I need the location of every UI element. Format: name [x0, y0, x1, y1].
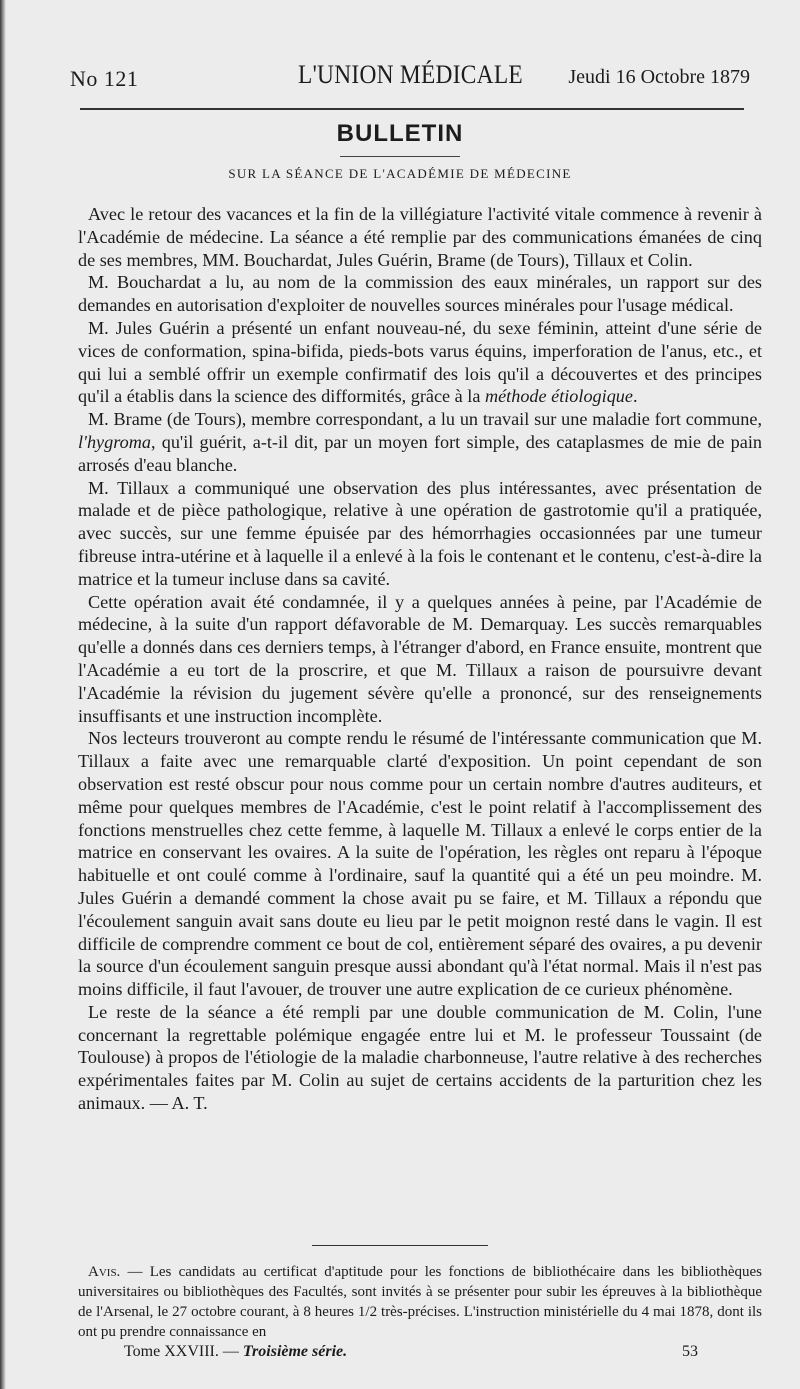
italic-term: l'hygroma	[78, 431, 151, 452]
journal-title: L'UNION MÉDICALE	[298, 60, 523, 89]
notice-lead: Avis.	[88, 1264, 121, 1280]
italic-term: méthode étiologique	[484, 386, 633, 407]
paragraph: M. Bouchardat a lu, au nom de la commission des eaux minérales, un rapport sur des demandes en autorisation d'exploiter de nouvelles sources minérales pour l'usage médical.	[78, 272, 762, 316]
paragraph: M. Brame (de Tours), membre correspondant, a lu un travail sur une maladie fort commune, l'hygroma, qu'il guérit, a-t-il dit, par un moyen fort simple, des cataplasmes de mie de pain arrosés d'eau blanche.	[78, 409, 762, 475]
title-rule	[340, 156, 460, 157]
section-subtitle: SUR LA SÉANCE DE L'ACADÉMIE DE MÉDECINE	[228, 166, 572, 181]
notice-rule	[312, 1245, 488, 1246]
paragraph: M. Tillaux a communiqué une observation des plus intéressantes, avec présentation de malade et de pièce pathologique, relative à une opération de gastrotomie qu'il a pratiquée, avec succès, sur une femme épuisée par des hémorrhagies occasionnées par une tumeur fibreuse intra-utérine et à laquelle il a enlevé à la fois le contenant et le contenu, c'est-à-dire la matrice et la tumeur incluse dans sa cavité.	[78, 477, 762, 589]
page-number: 53	[682, 1343, 698, 1360]
volume-info: Tome XXVIII. — Troisième série.	[124, 1343, 348, 1360]
issue-number: No 121	[70, 66, 139, 91]
paragraph: Nos lecteurs trouveront au compte rendu le résumé de l'intéressante communication que M. Tillaux a faite avec une remarquable clarté d'exposition. Un point cependant de son observation est resté obscur pour nous comme pour un certain nombre d'autres auditeurs, et même pour quelques membres de l'Académie, c'est le point relatif à l'accomplissement des fonctions menstruelles chez cette femme, à laquelle M. Tillaux a enlevé le corps entier de la matrice en conservant les ovaires. A la suite de l'opération, les règles ont reparu à l'époque habituelle et ont coulé comme à l'ordinaire, sauf la quantité qui a été un peu moindre. M. Jules Guérin a demandé comment la chose avait pu se faire, et M. Tillaux a répondu que l'écoulement sanguin avait sans doute eu lieu par le petit moignon resté dans le vagin. Il est difficile de comprendre comment ce bout de col, entièrement séparé des ovaires, a pu devenir la source d'un écoulement sanguin presque aussi abondant qu'à l'état normal. Mais il n'est pas moins difficile, il faut l'avouer, de trouver une autre explication de ce curieux phénomène.	[78, 728, 762, 1000]
page-footer	[124, 1343, 698, 1367]
header-rule	[80, 108, 744, 110]
section-title: BULLETIN	[336, 120, 464, 147]
paragraph: Le reste de la séance a été rempli par une double communication de M. Colin, l'une concernant la regrettable polémique engagée entre lui et M. le professeur Toussaint (de Toulouse) à propos de l'étiologie de la maladie charbonneuse, l'autre relative à des recherches expérimentales faites par M. Colin au sujet de certains accidents de la parturition chez les animaux. — A. T.	[78, 1001, 762, 1114]
issue-date: Jeudi 16 Octobre 1879	[568, 66, 750, 88]
paragraph: Avec le retour des vacances et la fin de la villégiature l'activité vitale commence à revenir à l'Académie de médecine. La séance a été remplie par des communications émanées de cinq de ses membres, MM. Bouchardat, Jules Guérin, Brame (de Tours), Tillaux et Colin.	[78, 204, 762, 270]
running-header	[70, 60, 750, 96]
article-body	[78, 203, 762, 1115]
notice	[78, 1262, 762, 1342]
notice-text: — Les candidats au certificat d'aptitude pour les fonctions de bibliothécaire dans les bibliothèques universitaires ou bibliothèques des Facultés, sont invités à se présenter pour subir les épreuves à la bibliothèque de l'Arsenal, le 27 octobre courant, à 8 heures 1/2 très-précises. L'instruction ministérielle du 4 mai 1878, dont ils ont pu prendre connaissance en	[78, 1264, 762, 1340]
paragraph: Cette opération avait été condamnée, il y a quelques années à peine, par l'Académie de médecine, à la suite d'un rapport défavorable de M. Demarquay. Les succès remarquables qu'elle a donnés dans ces derniers temps, à l'étranger d'abord, en France ensuite, montrent que l'Académie a eu tort de la proscrire, et que M. Tillaux a raison de poursuivre devant l'Académie la révision du jugement sévère qu'elle a prononcé, sur des renseignements insuffisants et une instruction incomplète.	[78, 591, 762, 726]
paragraph: M. Jules Guérin a présenté un enfant nouveau-né, du sexe féminin, atteint d'une série de vices de conformation, spina-bifida, pieds-bots varus équins, imperforation de l'anus, etc., et qui lui a semblé offrir un exemple confirmatif des lois qu'il a découvertes et des principes qu'il a établis dans la science des difformités, grâce à la méthode étiologique.	[78, 317, 762, 407]
